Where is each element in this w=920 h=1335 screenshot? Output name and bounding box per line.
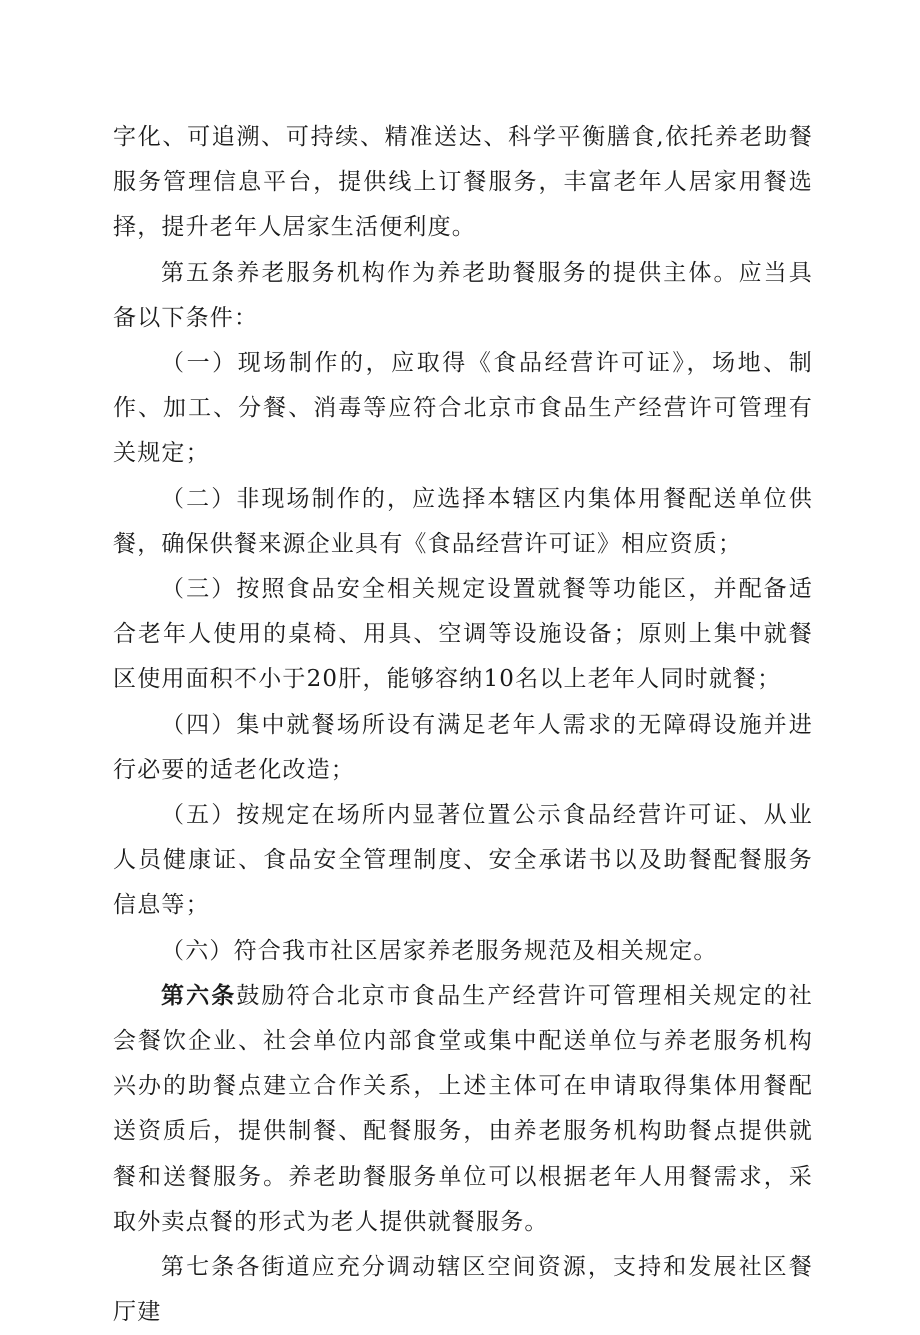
- condition-item-3: （三）按照食品安全相关规定设置就餐等功能区，并配备适合老年人使用的桌椅、用具、空调等设施设备；原则上集中就餐区使用面积不小于20肝，能够容纳10名以上老年人同时就餐；: [113, 576, 813, 693]
- paragraph-continuation: 字化、可追溯、可持续、精准送达、科学平衡膳食,依托养老助餐服务管理信息平台，提供线上订餐服务，丰富老年人居家用餐选择，提升老年人居家生活便利度。: [113, 124, 813, 241]
- article-7-paragraph: 第七条各街道应充分调动辖区空间资源，支持和发展社区餐厅建: [113, 1254, 813, 1326]
- condition-item-4: （四）集中就餐场所设有满足老年人需求的无障碍设施并进行必要的适老化改造；: [113, 711, 813, 783]
- condition-item-1: （一）现场制作的，应取得《食品经营许可证》，场地、制作、加工、分餐、消毒等应符合北京市食品生产经营许可管理有关规定；: [113, 350, 813, 467]
- article-6-text: 鼓励符合北京市食品生产经营许可管理相关规定的社会餐饮企业、社会单位内部食堂或集中配送单位与养老服务机构兴办的助餐点建立合作关系，上述主体可在申请取得集体用餐配送资质后，提供制餐、配餐服务，由养老服务机构助餐点提供就餐和送餐服务。养老助餐服务单位可以根据老年人用餐需求，采取外卖点餐的形式为老人提供就餐服务。: [113, 982, 813, 1235]
- article-6-paragraph: [113, 974, 813, 1245]
- condition-item-2: （二）非现场制作的，应选择本辖区内集体用餐配送单位供餐，确保供餐来源企业具有《食品经营许可证》相应资质；: [113, 485, 813, 557]
- document-body: [113, 115, 813, 1335]
- condition-item-5: （五）按规定在场所内显著位置公示食品经营许可证、从业人员健康证、食品安全管理制度、安全承诺书以及助餐配餐服务信息等；: [113, 802, 813, 919]
- condition-item-6: （六）符合我市社区居家养老服务规范及相关规定。: [161, 937, 718, 964]
- article-5-paragraph: 第五条养老服务机构作为养老助餐服务的提供主体。应当具备以下条件：: [113, 259, 813, 331]
- article-6-heading: 第六条: [161, 982, 237, 1009]
